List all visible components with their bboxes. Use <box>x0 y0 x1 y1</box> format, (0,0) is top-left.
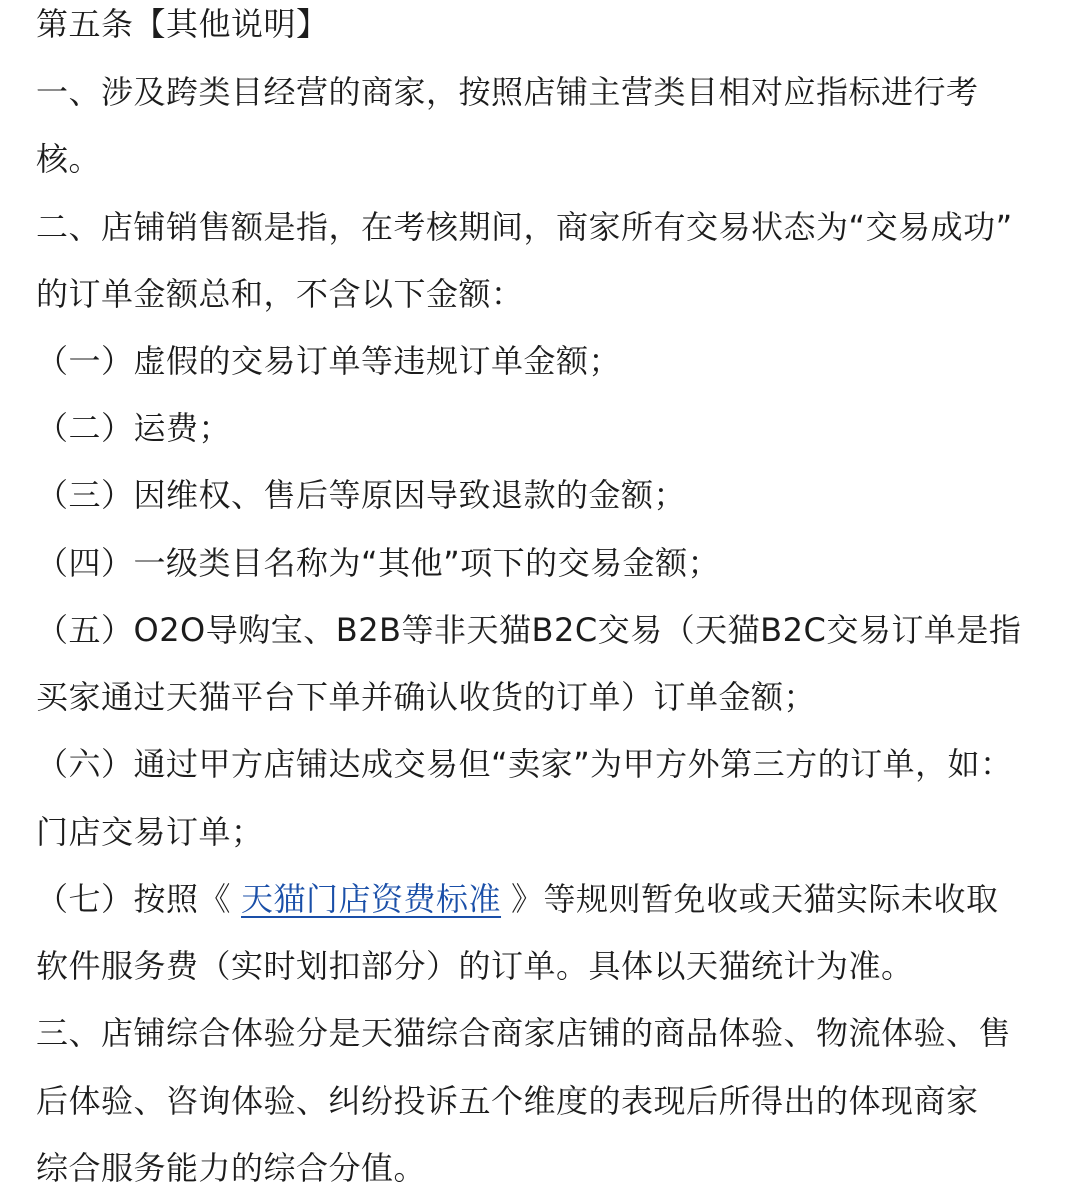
item2-sub6-line2: 门店交易订单； <box>36 813 264 851</box>
item2-sub3: （三）因维权、售后等原因导致退款的金额； <box>36 476 687 514</box>
item3-line1: 三、店铺综合体验分是天猫综合商家店铺的商品体验、物流体验、售 <box>36 1014 1012 1052</box>
article-heading: 第五条【其他说明】 <box>36 5 329 43</box>
item2-sub5-line1: （五）O2O导购宝、B2B等非天猫B2C交易（天猫B2C交易订单是指 <box>36 611 1022 649</box>
item2-sub7-line1 <box>36 877 999 921</box>
item2-sub7-line2: 软件服务费（实时划扣部分）的订单。具体以天猫统计为准。 <box>36 947 914 985</box>
item2-sub5-line2: 买家通过天猫平台下单并确认收货的订单）订单金额； <box>36 678 817 716</box>
sub7-prefix: （七）按照《 <box>36 880 232 918</box>
sub7-suffix: 》等规则暂免收或天猫实际未收取 <box>511 880 999 918</box>
tmall-store-fee-standard-link[interactable]: 天猫门店资费标准 <box>241 880 502 918</box>
item1-line1: 一、涉及跨类目经营的商家，按照店铺主营类目相对应指标进行考 <box>36 73 979 111</box>
item2-line1: 二、店铺销售额是指，在考核期间，商家所有交易状态为“交易成功” <box>36 208 1013 246</box>
item3-line2: 后体验、咨询体验、纠纷投诉五个维度的表现后所得出的体现商家 <box>36 1082 979 1120</box>
item2-line2: 的订单金额总和，不含以下金额： <box>36 275 524 313</box>
item3-line3: 综合服务能力的综合分值。 <box>36 1149 427 1187</box>
item1-line2: 核。 <box>36 140 102 178</box>
item2-sub6-line1: （六）通过甲方店铺达成交易但“卖家”为甲方外第三方的订单，如： <box>36 745 1013 783</box>
item2-sub4: （四）一级类目名称为“其他”项下的交易金额； <box>36 544 721 582</box>
item2-sub2: （二）运费； <box>36 409 232 447</box>
item2-sub1: （一）虚假的交易订单等违规订单金额； <box>36 342 622 380</box>
